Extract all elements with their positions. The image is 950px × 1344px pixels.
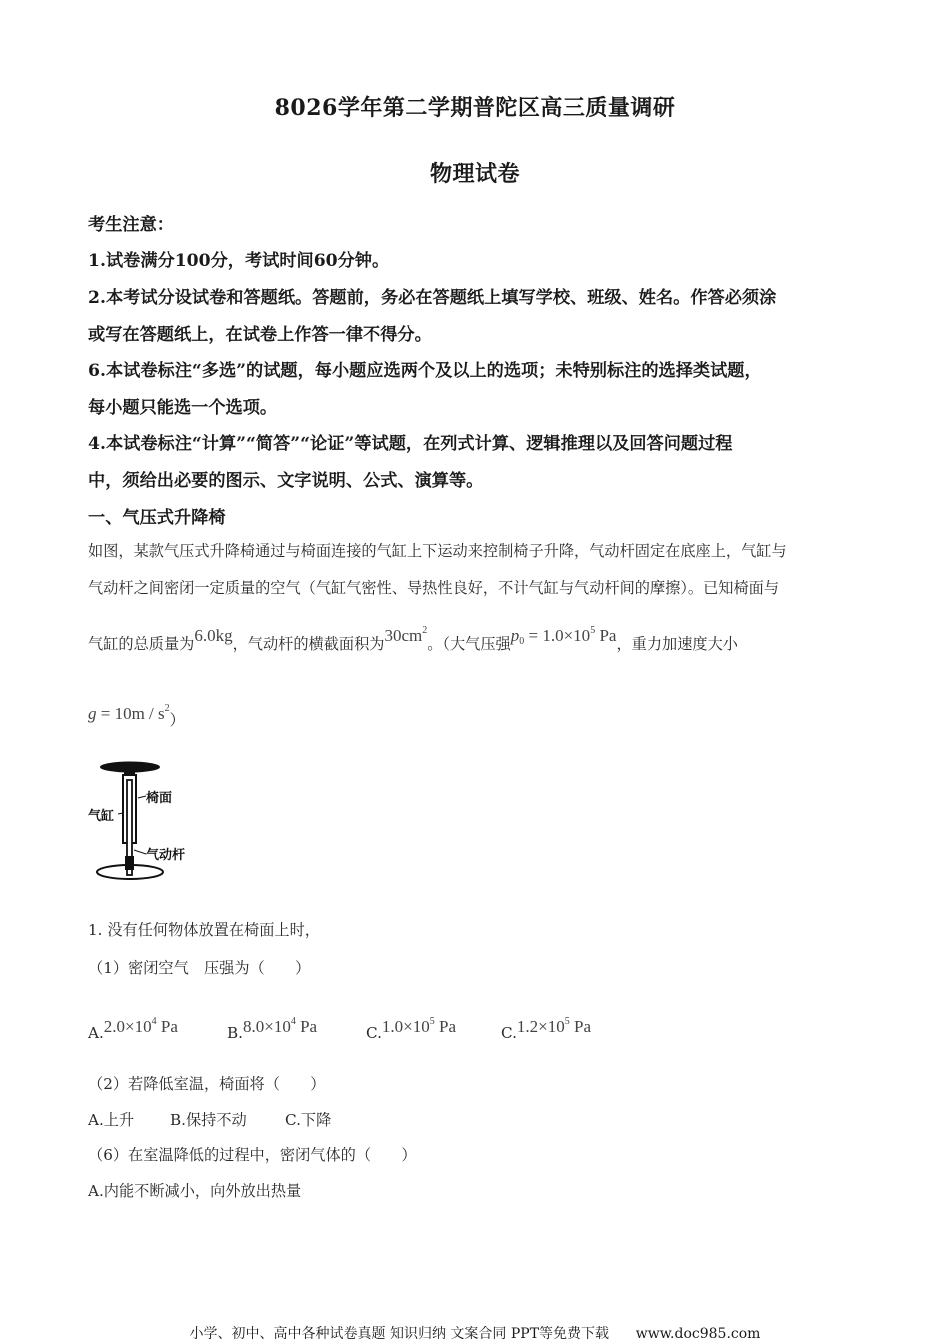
gravity-prefix: ，重力加速度大小 [616,635,738,653]
q1-part1-prompt: （1）密闭空气 压强为（ ） [88,959,311,977]
exam-title: 8026学年第二学期普陀区高三质量调研 [274,95,676,121]
chair-figure [88,758,208,888]
area-prefix: ，气动杆的横截面积为 [232,635,385,653]
gravity-value: $g = 10m / s^2$ [88,703,170,723]
section-heading: 一、气压式升降椅 [88,508,226,528]
given-line [88,625,738,655]
notice-item-2: 2.本考试分设试卷和答题纸。答题前，务必在答题纸上填写学校、班级、姓名。作答必须涂 [88,288,777,308]
q1-part2-option-a[interactable]: A.上升 [88,1111,135,1129]
exam-subtitle: 物理试卷 [429,161,520,187]
notice-item-4: 4.本试卷标注“计算”“简答”“论证”等试题，在列式计算、逻辑推理以及回答问题过程 [88,434,733,454]
notice-item-1: 1.试卷满分100分，考试时间60分钟。 [88,251,390,271]
q1-part3-prompt: （6）在室温降低的过程中，密闭气体的（ ） [88,1146,417,1164]
q1-option-b[interactable]: $B.8.0\times 10^4$ Pa [227,1016,318,1042]
label-seat: 椅面 [146,791,173,806]
q1-part2-option-c[interactable]: C.下降 [285,1111,332,1129]
notice-item-4-cont: 中，须给出必要的图示、文字说明、公式、演算等。 [88,471,484,491]
q1-option-d[interactable]: $C.1.2\times 10^5$ Pa [501,1016,592,1042]
q1-stem: 1. 没有任何物体放置在椅面上时， [88,921,320,939]
rod-base [125,856,134,870]
q1-option-c[interactable]: $C.1.0\times 10^5$ Pa [366,1016,457,1042]
notice-item-2-cont: 或写在答题纸上，在试卷上作答一律不得分。 [88,325,432,345]
label-cylinder: 气缸 [88,809,115,824]
page-footer [0,1323,950,1343]
seat-shape [100,762,160,773]
q1-option-a[interactable]: $A.2.0\times 10^4$ Pa [88,1016,178,1042]
q1-part3-option-a[interactable]: A.内能不断减小，向外放出热量 [88,1182,302,1200]
notice-item-3-cont: 每小题只能选一个选项。 [88,398,278,418]
notice-item-3: 6.本试卷标注“多选”的试题，每小题应选两个及以上的选项；未特别标注的选择类试题， [88,361,762,381]
mass-value: 6.0kg [194,626,233,645]
q1-part2-option-b[interactable]: B.保持不动 [170,1111,247,1129]
area-value: $30cm^2$ [384,625,428,645]
gravity-close: ） [169,711,185,729]
seat-pointer [138,796,146,798]
rod-pointer [134,850,146,854]
q1-part2-prompt: （2）若降低室温，椅面将（ ） [88,1075,326,1093]
intro-line-2: 气动杆之间密闭一定质量的空气（气缸气密性、导热性良好，不计气缸与气动杆间的摩擦）。已知椅面与 [88,579,780,597]
pressure-prefix: 。（大气压强 [427,635,511,653]
notice-heading: 考生注意： [88,215,174,235]
pressure-value: $p_0 = 1.0\times 10^5$ Pa [510,625,617,647]
mass-prefix: 气缸的总质量为 [88,635,195,653]
footer-site-link[interactable]: www.doc985.com [635,1326,761,1342]
footer-text: 小学、初中、高中各种试卷真题 知识归纳 文案合同 PPT等免费下载 [189,1326,610,1342]
gravity-line [88,703,185,729]
intro-line-1: 如图，某款气压式升降椅通过与椅面连接的气缸上下运动来控制椅子升降，气动杆固定在底座上，气缸与 [88,542,787,560]
label-rod: 气动杆 [146,848,186,863]
